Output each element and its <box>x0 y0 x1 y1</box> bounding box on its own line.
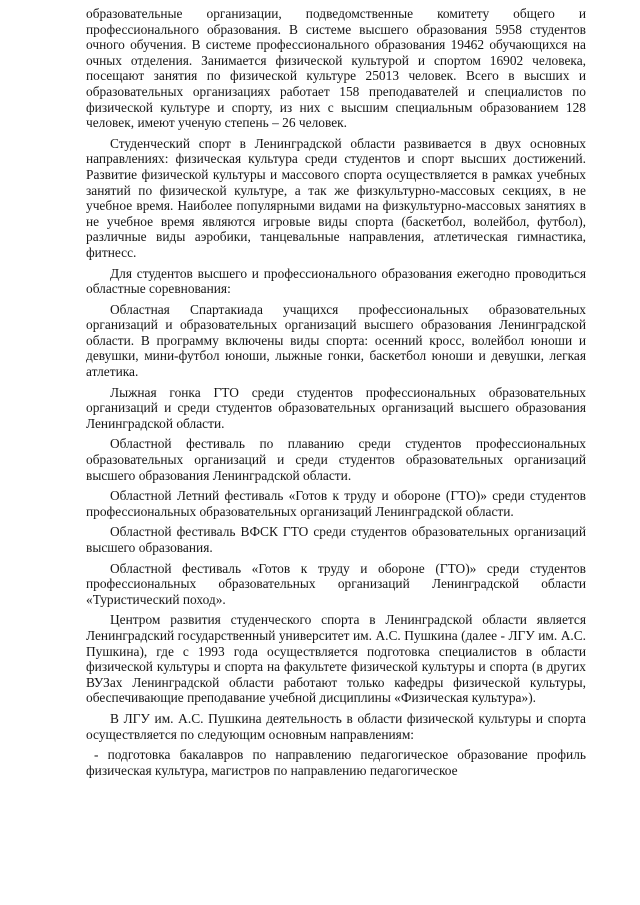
paragraph-student-sport-directions: Студенческий спорт в Ленинградской области развивается в двух основных направлениях: физическая культура среди студентов и спорт высших достижений. Развитие физической культуры и массового спорта осуществляется в рамках учебных занятий по физической культуре, а так же физкультурно-массовых секциях, в не учебное время. Наиболее популярными видами на физкультурно-массовых занятиях в не учебное время являются игровые виды спорта (баскетбол, волейбол, футбол), различные виды аэробики, танцевальные направления, атлетическая гимнастика, фитнесс. <box>86 135 586 260</box>
paragraph-summer-gto-festival: Областной Летний фестиваль «Готов к труду и обороне (ГТО)» среди студентов профессиональных образовательных организаций Ленинградской области. <box>86 488 586 519</box>
paragraph-education-statistics: образовательные организации, подведомственные комитету общего и профессионального образования. В системе высшего образования 5958 студентов очного обучения. В системе профессионального образования 19462 обучающихся на очных отделения. Занимается физической культурой и спортом 16902 человека, посещают занятия по физической культуре 25013 человек. Всего в высших и образовательных организациях работает 158 преподавателей и специалистов по физической культуре и спорту, из них с высшим специальным образованием 128 человек, имеют ученую степень – 26 человек. <box>86 6 586 131</box>
paragraph-swimming-festival: Областной фестиваль по плаванию среди студентов профессиональных образовательных организаций и среди студентов образовательных организаций высшего образования Ленинградской области. <box>86 436 586 483</box>
document-body <box>86 6 586 778</box>
list-item-bachelor-training: - подготовка бакалавров по направлению педагогическое образование профиль физическая культура, магистров по направлению педагогическое <box>86 747 586 778</box>
paragraph-ski-race: Лыжная гонка ГТО среди студентов профессиональных образовательных организаций и среди студентов образовательных организаций высшего образования Ленинградской области. <box>86 384 586 431</box>
paragraph-regional-competitions-intro: Для студентов высшего и профессионального образования ежегодно проводиться областные соревнования: <box>86 265 586 297</box>
paragraph-development-center: Центром развития студенческого спорта в Ленинградской области является Ленинградский государственный университет им. А.С. Пушкина (далее - ЛГУ им. А.С. Пушкина), где с 1993 года осуществляется подготовка специалистов в области физической культуры и спорта на факультете физической культуры и спорта (в других ВУЗах Ленинградской области работают только кафедры физической культуры, обеспечивающие преподавание учебной дисциплины «Физическая культура»). <box>86 612 586 706</box>
paragraph-lgu-directions: В ЛГУ им. А.С. Пушкина деятельность в области физической культуры и спорта осуществляется по следующим основным направлениям: <box>86 710 586 742</box>
paragraph-spartakiad: Областная Спартакиада учащихся профессиональных образовательных организаций и образовательных организаций высшего образования Ленинградской области. В программу включены виды спорта: осенний кросс, волейбол юноши и девушки, мини-футбол юноши, лыжные гонки, баскетбол юноши и девушки, легкая атлетика. <box>86 301 586 380</box>
paragraph-tourist-hike-festival: Областной фестиваль «Готов к труду и обороне (ГТО)» среди студентов профессиональных образовательных организаций Ленинградской области «Туристический поход». <box>86 560 586 607</box>
paragraph-vfsk-gto-festival: Областной фестиваль ВФСК ГТО среди студентов образовательных организаций высшего образования. <box>86 524 586 555</box>
